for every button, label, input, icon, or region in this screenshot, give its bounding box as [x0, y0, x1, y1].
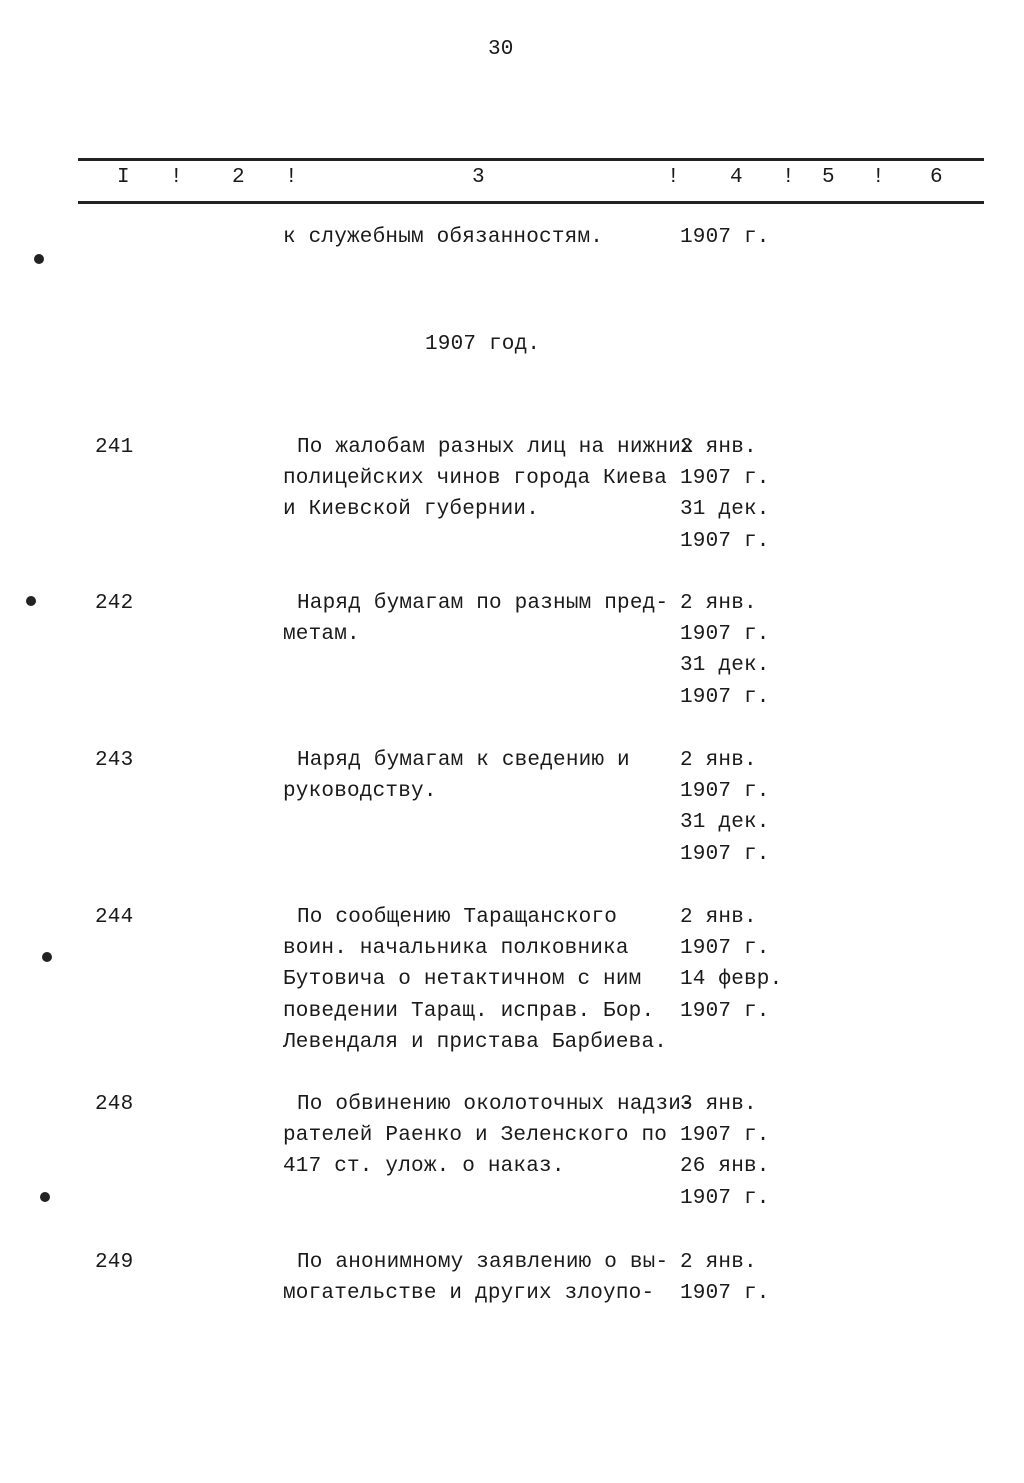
entry-date: 1907 г. — [680, 999, 770, 1023]
punch-hole-mark — [42, 952, 52, 962]
entry-description-line: 417 ст. улож. о наказ. — [283, 1155, 565, 1179]
entry-date: 31 дек. — [680, 811, 770, 835]
header-column-5: 5 — [822, 166, 835, 189]
header-separator: ! — [782, 166, 795, 189]
header-top-rule — [78, 158, 984, 161]
header-separator: ! — [170, 166, 183, 189]
entry-date: 1907 г. — [680, 529, 770, 553]
entry-description-line: По сообщению Таращанского — [297, 906, 618, 929]
entry-description-line: Наряд бумагам по разным пред- — [297, 592, 669, 615]
entry-number: 244 — [95, 906, 134, 929]
entry-description-line: Наряд бумагам к сведению и — [297, 749, 630, 772]
header-separator: ! — [872, 166, 885, 189]
entry-date: 2 янв. — [680, 1251, 757, 1274]
entry-date: 3 янв. — [680, 1093, 757, 1116]
entry-date: 2 янв. — [680, 906, 757, 929]
entry-date: 1907 г. — [680, 1124, 770, 1148]
entry-date: 2 янв. — [680, 592, 757, 615]
header-column-4: 4 — [730, 166, 743, 189]
punch-hole-mark — [26, 596, 36, 606]
entry-number: 248 — [95, 1093, 134, 1116]
entry-date: 1907 г. — [680, 685, 770, 709]
entry-number: 241 — [95, 436, 134, 459]
entry-date: 1907 г. — [680, 623, 770, 647]
punch-hole-mark — [40, 1192, 50, 1202]
entry-date: 1907 г. — [680, 842, 770, 866]
entry-date: 14 февр. — [680, 968, 783, 992]
entry-description-line: и Киевской губернии. — [283, 498, 540, 522]
entry-date: 1907 г. — [680, 1282, 770, 1306]
entry-date: 1907 г. — [680, 780, 770, 804]
header-column-1: I — [117, 166, 130, 189]
entry-description-line: руководству. — [283, 780, 437, 804]
punch-hole-mark — [34, 254, 44, 264]
entry-date: 2 янв. — [680, 749, 757, 772]
entry-number: 249 — [95, 1251, 134, 1274]
entry-description-line: Левендаля и пристава Барбиева. — [283, 1030, 668, 1054]
entry-number: 242 — [95, 592, 134, 615]
continuation-date: 1907 г. — [680, 226, 770, 249]
entry-description-line: Бутовича о нетактичном с ним — [283, 968, 642, 992]
header-column-3: 3 — [472, 166, 485, 189]
entry-description-line: рателей Раенко и Зеленского по — [283, 1124, 668, 1148]
year-heading: 1907 год. — [425, 333, 541, 356]
entry-description-line: полицейских чинов города Киева — [283, 467, 668, 491]
entry-description-line: По жалобам разных лиц на нижних — [297, 436, 694, 459]
entry-description-line: воин. начальника полковника — [283, 937, 629, 961]
page-number: 30 — [488, 38, 514, 61]
entry-date: 26 янв. — [680, 1155, 770, 1179]
header-column-6: 6 — [930, 166, 943, 189]
header-bottom-rule — [78, 201, 984, 204]
entry-date: 31 дек. — [680, 654, 770, 678]
entry-date: 2 янв. — [680, 436, 757, 459]
entry-description-line: метам. — [283, 623, 360, 647]
entry-number: 243 — [95, 749, 134, 772]
entry-date: 1907 г. — [680, 467, 770, 491]
entry-description-line: По анонимному заявлению о вы- — [297, 1251, 669, 1274]
continuation-text: к служебным обязанностям. — [283, 226, 604, 249]
entry-date: 1907 г. — [680, 937, 770, 961]
entry-description-line: поведении Таращ. исправ. Бор. — [283, 999, 655, 1023]
entry-date: 1907 г. — [680, 1186, 770, 1210]
entry-description-line: По обвинению околоточных надзи- — [297, 1093, 694, 1116]
entry-date: 31 дек. — [680, 498, 770, 522]
entry-description-line: могательстве и других злоупо- — [283, 1282, 655, 1306]
header-separator: ! — [667, 166, 680, 189]
header-separator: ! — [285, 166, 298, 189]
header-column-2: 2 — [232, 166, 245, 189]
